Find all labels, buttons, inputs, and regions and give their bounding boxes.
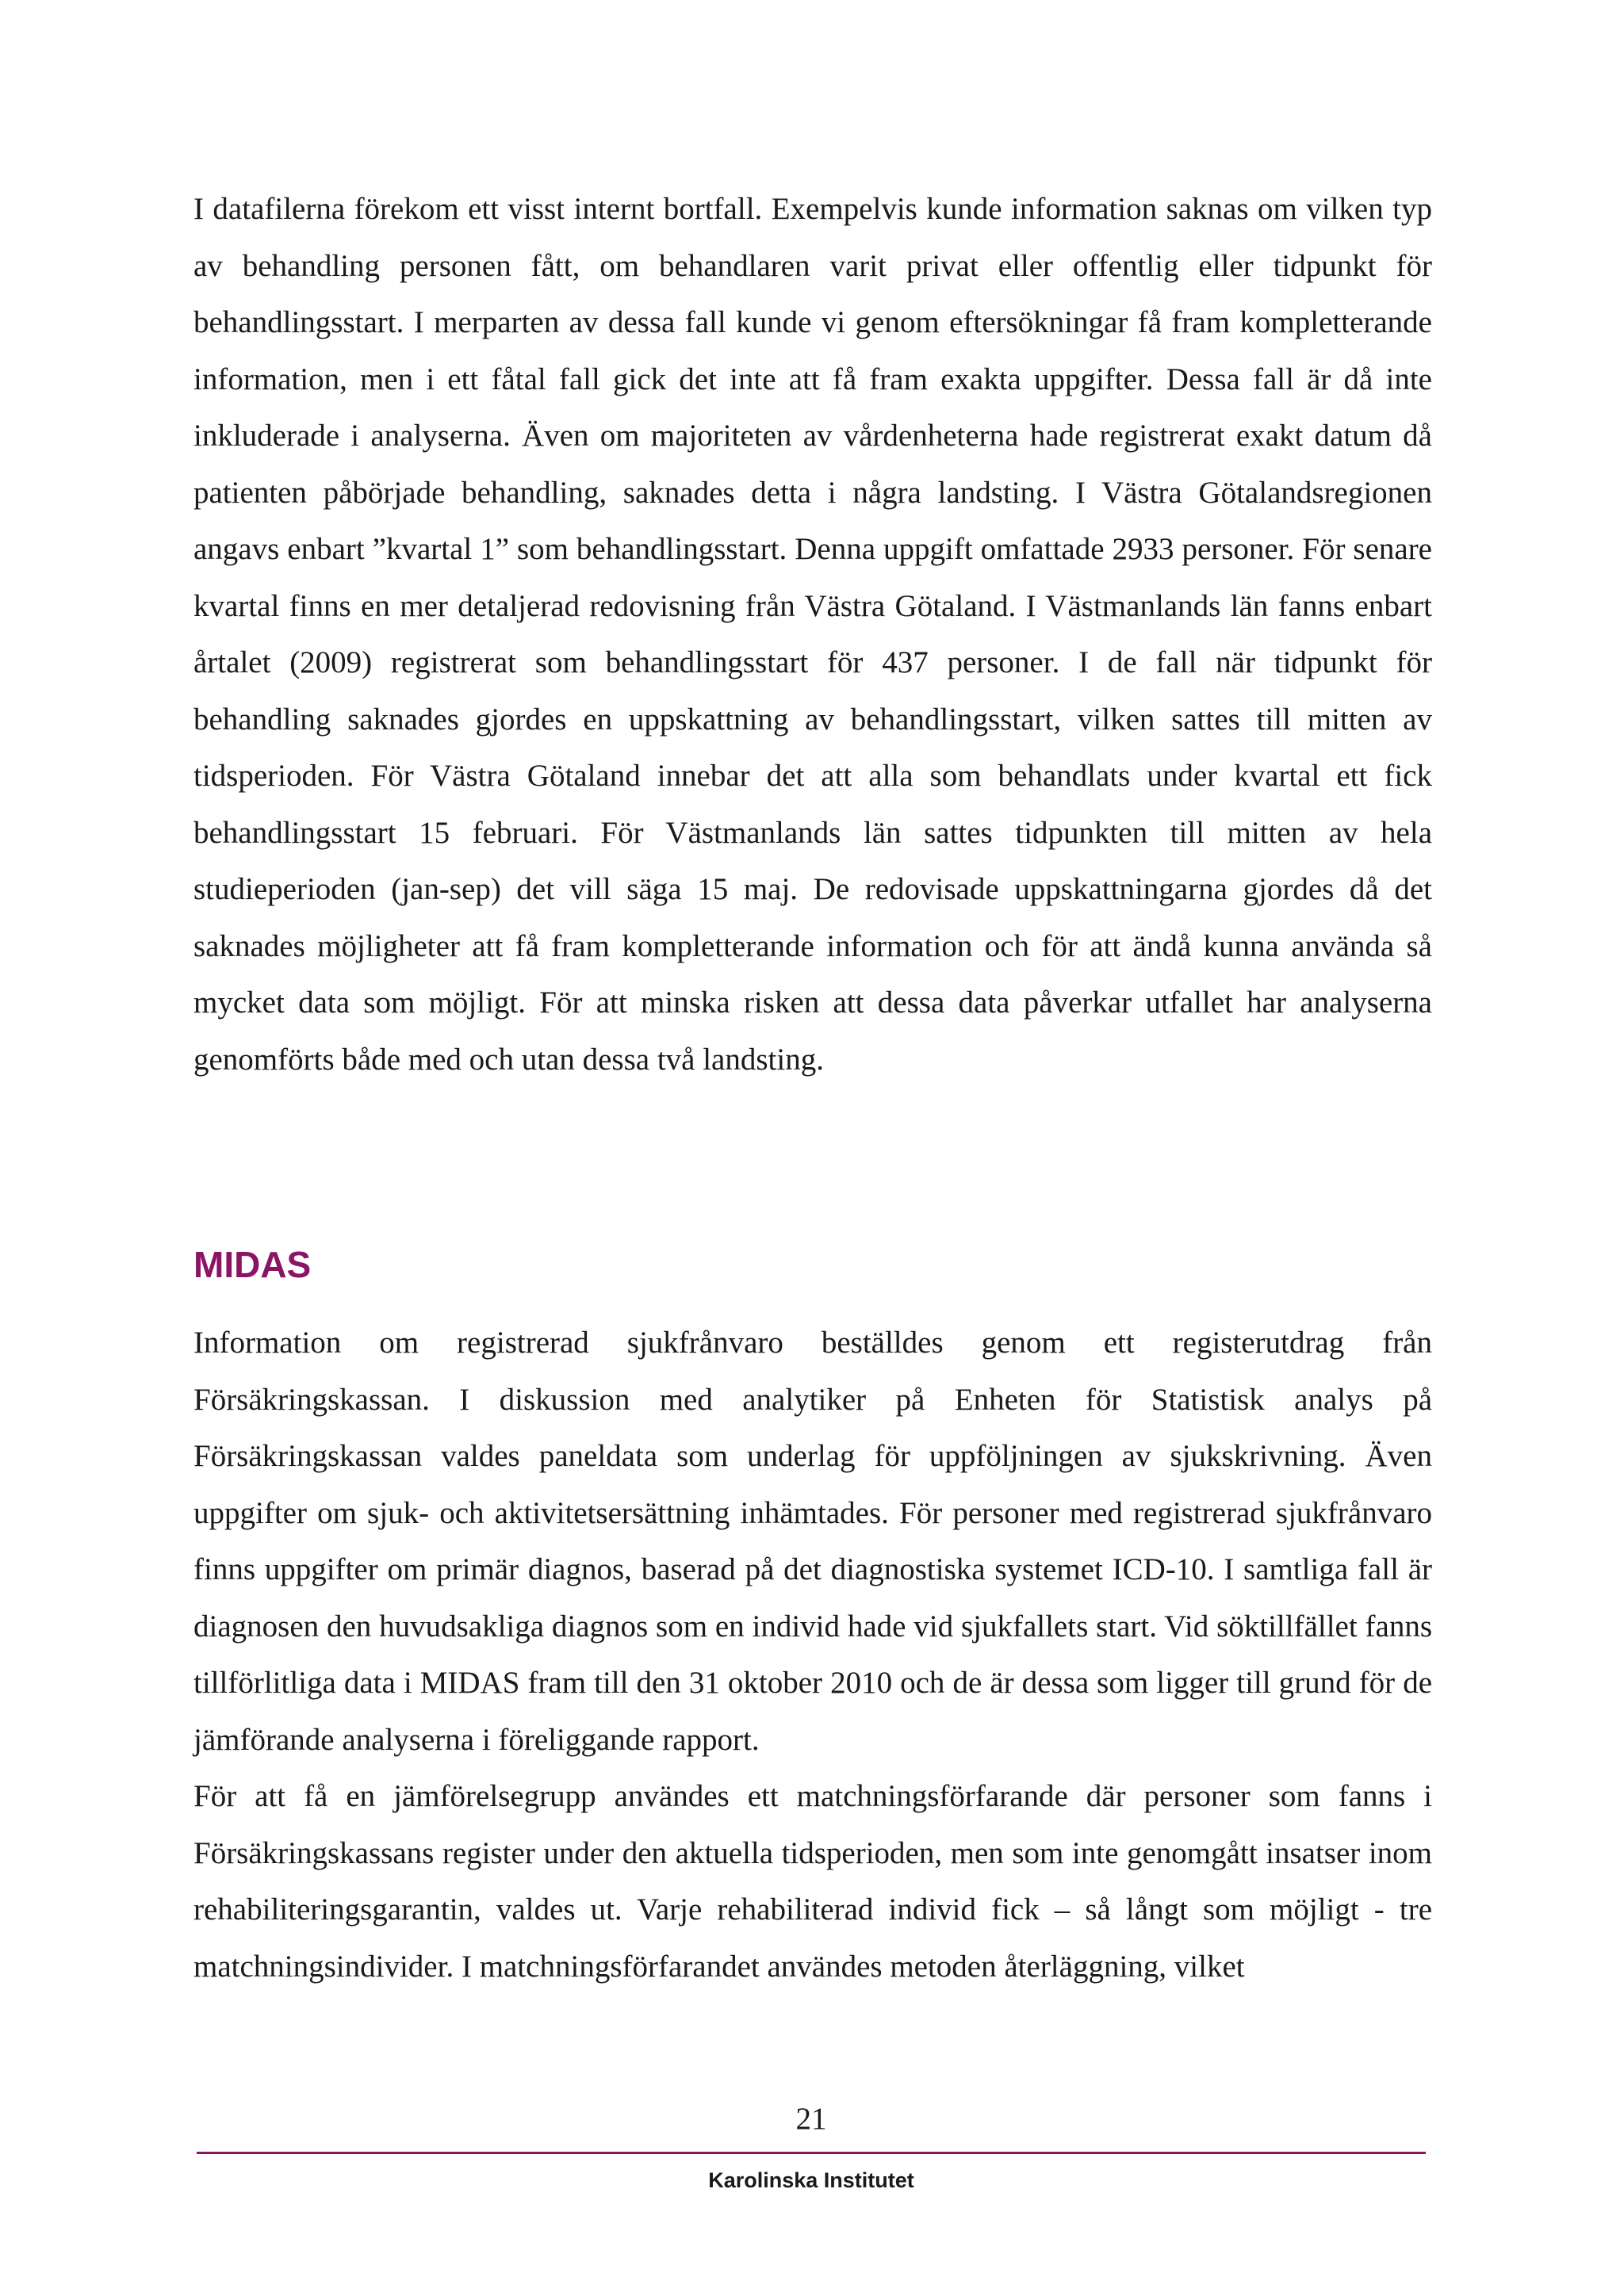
body-paragraph-matching: För att få en jämförelsegrupp användes ett matchningsförfarande där personer som fanns i Försäkringskassans register under den aktuella tidsperioden, men som inte genomgått insatser inom rehabiliteringsgarantin, valdes ut. Varje rehabiliterad individ fick – så långt som möjligt - tre matchningsindivider. I matchningsförfarandet användes metoden återläggning, vilket [193, 1779, 1432, 1984]
footer-institution: Karolinska Institutet [708, 2168, 914, 2192]
section-heading-midas: MIDAS [193, 1244, 312, 1285]
page-number: 21 [795, 2102, 827, 2136]
footer-divider [197, 2152, 1426, 2154]
body-paragraph-internal-dropout: I datafilerna förekom ett visst internt bortfall. Exempelvis kunde information saknas om vilken typ av behandling personen fått, om behandlaren varit privat eller offentlig eller tidpunkt för behandlingsstart. I merparten av dessa fall kunde vi genom eftersökningar få fram kompletterande information, men i ett fåtal fall gick det inte att få fram exakta uppgifter. Dessa fall är då inte inkluderade i analyserna. Även om majoriteten av vårdenheterna hade registrerat exakt datum då patienten påbörjade behandling, saknades detta i några landsting. I Västra Götalandsregionen angavs enbart ”kvartal 1” som behandlingsstart. Denna uppgift omfattade 2933 personer. För senare kvartal finns en mer detaljerad redovisning från Västra Götaland. I Västmanlands län fanns enbart årtalet (2009) registrerat som behandlingsstart för 437 personer. I de fall när tidpunkt för behandling saknades gjordes en uppskattning av behandlingsstart, vilken sattes till mitten av tidsperioden. För Västra Götaland innebar det att alla som behandlats under kvartal ett fick behandlingsstart 15 februari. För Västmanlands län sattes tidpunkten till mitten av hela studieperioden (jan-sep) det vill säga 15 maj. De redovisade uppskattningarna gjordes då det saknades möjligheter att få fram kompletterande information och för att ändå kunna använda så mycket data som möjligt. För att minska risken att dessa data påverkar utfallet har analyserna genomförts både med och utan dessa två landsting. [193, 192, 1432, 1077]
body-paragraph-midas-registry: Information om registrerad sjukfrånvaro beställdes genom ett registerutdrag från Försäkringskassan. I diskussion med analytiker på Enheten för Statistisk analys på Försäkringskassan valdes paneldata som underlag för uppföljningen av sjukskrivning. Även uppgifter om sjuk- och aktivitetsersättning inhämtades. För personer med registrerad sjukfrånvaro finns uppgifter om primär diagnos, baserad på det diagnostiska systemet ICD-10. I samtliga fall är diagnosen den huvudsakliga diagnos som en individ hade vid sjukfallets start. Vid söktillfället fanns tillförlitliga data i MIDAS fram till den 31 oktober 2010 och de är dessa som ligger till grund för de jämförande analyserna i föreliggande rapport. [193, 1326, 1432, 1757]
page-footer [197, 2099, 1426, 2193]
